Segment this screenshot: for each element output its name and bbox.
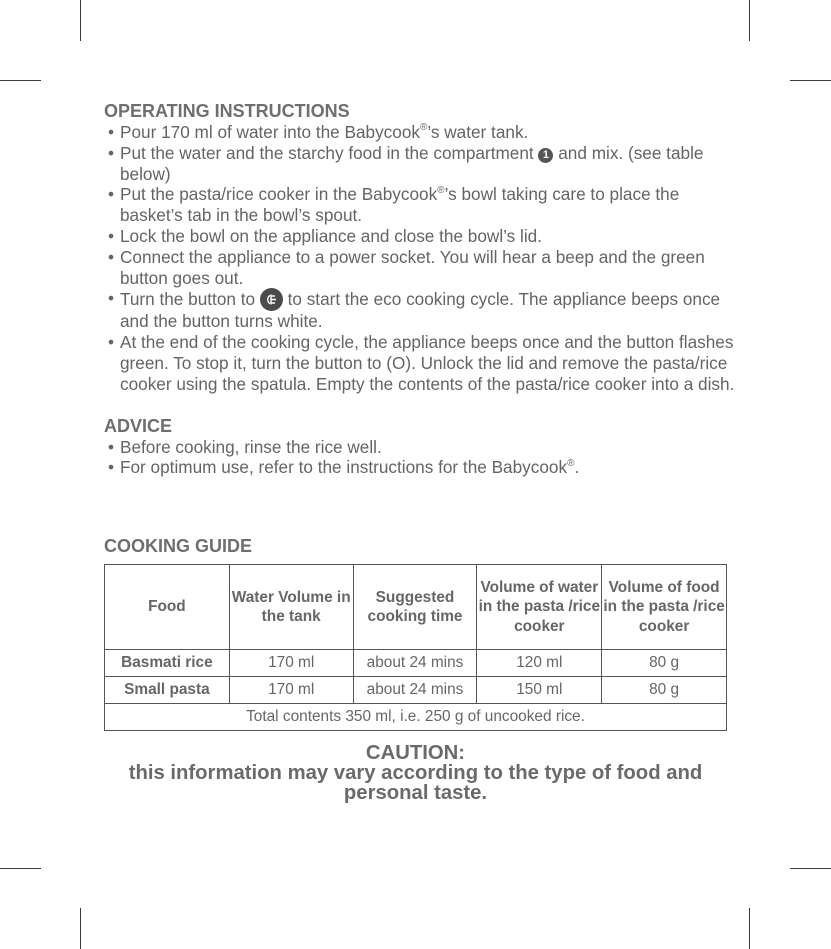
table-row	[105, 650, 727, 677]
crop-mark-top-left	[80, 0, 81, 41]
step-text: ’s bowl taking care to place the basket’s tab in the bowl’s spout.	[120, 184, 680, 226]
caution-block	[104, 743, 727, 803]
step-text: Turn the button to	[120, 289, 260, 310]
list-item: • Connect the appliance to a power socket. You will hear a beep and the green button goes out.	[104, 247, 744, 289]
table-total-row	[105, 704, 727, 731]
table-cell-food: Small pasta	[105, 677, 230, 704]
header-cooking-time: Suggested cooking time	[353, 565, 477, 650]
step-text: Put the pasta/rice cooker in the Babycook	[120, 184, 438, 205]
table-cell: 170 ml	[229, 650, 353, 677]
advice-heading: ADVICE	[104, 415, 173, 436]
header-food: Food	[105, 565, 230, 650]
list-item	[104, 143, 744, 185]
cooking-guide-table	[104, 564, 727, 731]
step-text: ’s water tank.	[427, 122, 529, 142]
crop-mark-left-top	[0, 80, 41, 81]
crop-mark-bottom-right	[749, 908, 750, 949]
table-cell: 170 ml	[229, 677, 353, 704]
registered-mark: ®	[567, 457, 575, 469]
table-header-row	[105, 565, 727, 650]
list-item: • At the end of the cooking cycle, the appliance beeps once and the button flashes green. To stop it, turn the button to (O). Unlock the lid and remove the pasta/rice cooker using the spatula. Empty the contents of the pasta/rice cooker into a dish.	[104, 332, 744, 394]
list-item: • Before cooking, rinse the rice well.	[104, 437, 744, 458]
step-text: Put the water and the starchy food in the compartment	[120, 142, 539, 163]
header-water-volume-tank: Water Volume in the tank	[229, 565, 353, 650]
compartment-number-icon: 1	[538, 148, 553, 163]
advice-list	[104, 437, 744, 479]
table-cell-food: Basmati rice	[105, 650, 230, 677]
list-item	[104, 184, 744, 226]
crop-mark-bottom-left	[80, 908, 81, 949]
step-text: Pour 170 ml of water into the Babycook	[120, 122, 420, 142]
registered-mark: ®	[437, 184, 445, 196]
caution-title: CAUTION:	[365, 742, 466, 764]
table-total-cell: Total contents 350 ml, i.e. 250 g of uncooked rice.	[105, 704, 727, 731]
advice-text: .	[574, 457, 580, 478]
table-cell: about 24 mins	[353, 650, 477, 677]
header-water-volume-cooker: Volume of water in the pasta /rice cooker	[477, 565, 602, 650]
cooking-guide-heading: COOKING GUIDE	[104, 536, 253, 556]
table-cell: 120 ml	[477, 650, 602, 677]
crop-mark-right-bottom	[790, 868, 831, 869]
operating-steps-list	[104, 122, 744, 395]
page-content	[104, 101, 744, 804]
table-cell: 80 g	[602, 677, 727, 704]
crop-mark-top-right	[749, 0, 750, 41]
table-cell: 150 ml	[477, 677, 602, 704]
caution-text: this information may vary according to the type of food and personal taste.	[128, 762, 703, 804]
step-text: to start the eco cooking cycle. The appliance beeps once and the button turns white.	[120, 289, 721, 332]
eco-cycle-icon	[260, 288, 283, 311]
step-text: and mix. (see table below)	[120, 142, 704, 184]
list-item: • Lock the bowl on the appliance and close the bowl’s lid.	[104, 226, 744, 247]
header-food-volume-cooker: Volume of food in the pasta /rice cooker	[602, 565, 727, 650]
registered-mark: ®	[420, 122, 428, 134]
list-item	[104, 288, 744, 332]
list-item	[104, 122, 744, 143]
operating-instructions-heading: OPERATING INSTRUCTIONS	[104, 101, 350, 121]
crop-mark-right-top	[790, 80, 831, 81]
table-cell: about 24 mins	[353, 677, 477, 704]
advice-text: For optimum use, refer to the instructions for the Babycook	[120, 457, 568, 478]
crop-mark-left-bottom	[0, 868, 41, 869]
table-row	[105, 677, 727, 704]
table-cell: 80 g	[602, 650, 727, 677]
list-item	[104, 457, 744, 478]
